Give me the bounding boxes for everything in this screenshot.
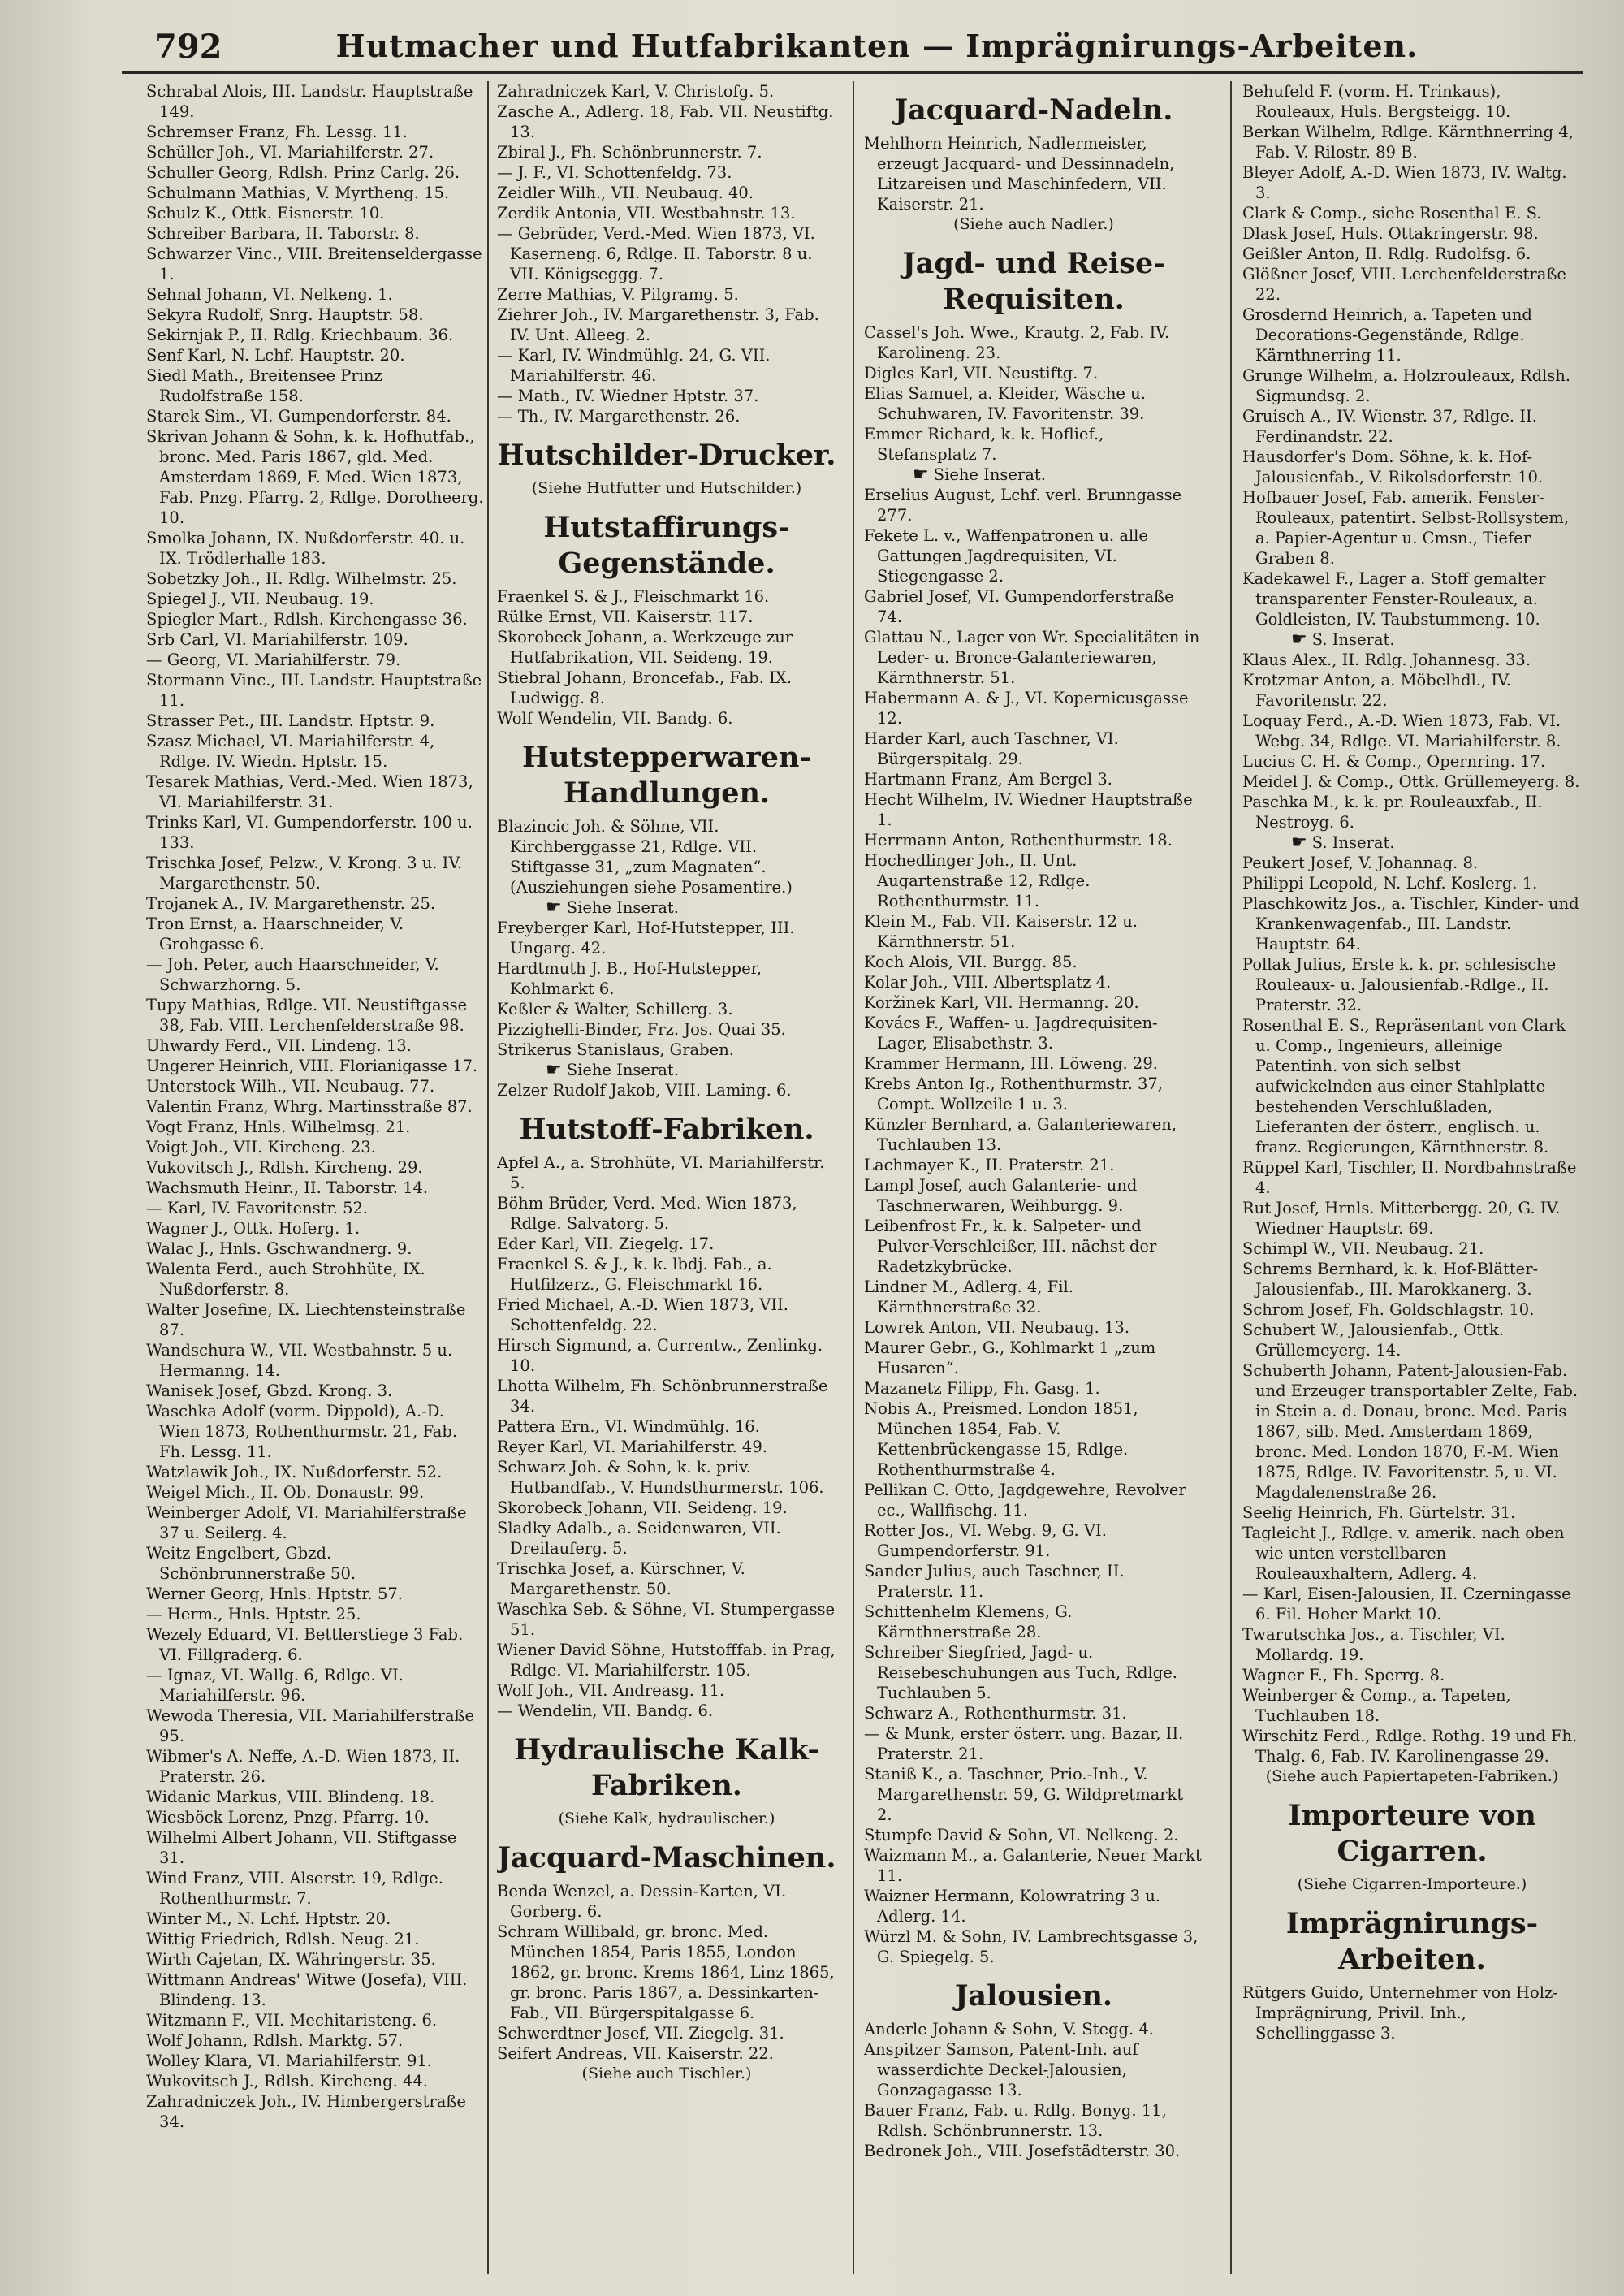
directory-entry: Twarutschka Jos., a. Tischler, VI. Mollardg. 19. bbox=[1242, 1625, 1505, 1664]
directory-entry: Benda Wenzel, a. Dessin-Karten, VI. Gorberg. 6. bbox=[497, 1882, 787, 1921]
directory-entry: Lindner M., Adlerg. 4, Fil. Kärnthnerstraße 32. bbox=[864, 1278, 1073, 1317]
directory-entry: Digles Karl, VII. Neustiftg. 7. bbox=[864, 364, 1099, 383]
pointing-hand-icon: ☛ bbox=[1291, 629, 1307, 650]
directory-entry: Keßler & Walter, Schillerg. 3. bbox=[497, 1000, 733, 1018]
directory-entry: Rütgers Guido, Unternehmer von Holz-Imprägnirung, Privil. Inh., Schellinggasse 3. bbox=[1242, 1983, 1558, 2043]
section-heading: Hutstaffirungs-Gegenstände. bbox=[543, 511, 790, 580]
directory-entry: Geißler Anton, II. Rdlg. Rudolfsg. 6. bbox=[1242, 244, 1531, 263]
directory-entry: Koržinek Karl, VII. Hermanng. 20. bbox=[864, 993, 1139, 1012]
column-divider bbox=[853, 81, 854, 2274]
directory-entry: — Karl, Eisen-Jalousien, II. Czerningasse 6. Fil. Hoher Markt 10. bbox=[1242, 1585, 1571, 1624]
directory-entry: Wanisek Josef, Gbzd. Krong. 3. bbox=[146, 1381, 393, 1400]
directory-entry: Wiener David Söhne, Hutstofffab. in Prag, Rdlge. VI. Mariahilferstr. 105. bbox=[497, 1641, 836, 1680]
directory-entry: Zerdik Antonia, VII. Westbahnstr. 13. bbox=[497, 204, 796, 223]
directory-entry: Spiegler Mart., Rdlsh. Kirchengasse 36. bbox=[146, 610, 468, 629]
directory-entry: Skorobeck Johann, a. Werkzeuge zur Hutfabrikation, VII. Seideng. 19. bbox=[497, 628, 793, 667]
column-3 bbox=[864, 81, 1203, 2274]
directory-entry: Strikerus Stanislaus, Graben. bbox=[497, 1040, 734, 1059]
inserat-reference bbox=[1242, 832, 1582, 853]
directory-entry: Rotter Jos., VI. Webg. 9, G. VI. Gumpendorferstr. 91. bbox=[864, 1521, 1107, 1560]
directory-entry: Wagner F., Fh. Sperrg. 8. bbox=[1242, 1666, 1445, 1684]
directory-entry: Klein M., Fab. VII. Kaiserstr. 12 u. Kärnthnerstr. 51. bbox=[864, 912, 1138, 951]
directory-entry: Dlask Josef, Huls. Ottakringerstr. 98. bbox=[1242, 224, 1539, 243]
directory-entry: Wittmann Andreas' Witwe (Josefa), VIII. Blindeng. 13. bbox=[146, 1970, 468, 2009]
directory-entry: Weinberger Adolf, VI. Mariahilferstraße 37 u. Seilerg. 4. bbox=[146, 1503, 467, 1542]
directory-entry: Wibmer's A. Neffe, A.-D. Wien 1873, II. Praterstr. 26. bbox=[146, 1747, 460, 1786]
directory-entry: Tagleicht J., Rdlge. v. amerik. nach oben wie unten verstellbaren Rouleauxhaltern, Adlerg. 4. bbox=[1242, 1524, 1565, 1583]
pointing-hand-icon: ☛ bbox=[1291, 832, 1307, 853]
see-also-note: (Siehe Cigarren-Importeure.) bbox=[1297, 1875, 1527, 1893]
directory-entry: Pizzighelli-Binder, Frz. Jos. Quai 35. bbox=[497, 1020, 786, 1039]
directory-entry: Pattera Ern., VI. Windmühlg. 16. bbox=[497, 1417, 760, 1436]
directory-entry: Vogt Franz, Hnls. Wilhelmsg. 21. bbox=[146, 1118, 411, 1136]
directory-entry: Wewoda Theresia, VII. Mariahilferstraße 95. bbox=[146, 1706, 475, 1745]
directory-entry: Berkan Wilhelm, Rdlge. Kärnthnerring 4, Fab. V. Rilostr. 89 B. bbox=[1242, 123, 1574, 162]
directory-entry: Pellikan C. Otto, Jagdgewehre, Revolver ec., Wallfischg. 11. bbox=[864, 1481, 1186, 1520]
directory-entry: Pollak Julius, Erste k. k. pr. schlesische Rouleaux- u. Jalousienfab.-Rdlge., II. Praterstr. 32. bbox=[1242, 955, 1557, 1014]
directory-entry: Wilhelmi Albert Johann, VII. Stiftgasse 31. bbox=[146, 1828, 457, 1867]
directory-entry: — Gebrüder, Verd.-Med. Wien 1873, VI. Kaserneng. 6, Rdlge. II. Taborstr. 8 u. VII. Königseggg. 7. bbox=[497, 224, 815, 283]
inserat-reference bbox=[864, 465, 1203, 485]
directory-entry: Erselius August, Lchf. verl. Brunngasse 277. bbox=[864, 486, 1182, 525]
directory-entry: Fraenkel S. & J., Fleischmarkt 16. bbox=[497, 587, 770, 606]
directory-entry: Wirschitz Ferd., Rdlge. Rothg. 19 und Fh. Thalg. 6, Fab. IV. Karolinengasse 29. bbox=[1242, 1727, 1578, 1766]
directory-entry: — Karl, IV. Windmühlg. 24, G. VII. Mariahilferstr. 46. bbox=[497, 346, 771, 385]
section-heading: Hydraulische Kalk-Fabriken. bbox=[514, 1733, 819, 1802]
directory-entry: Rut Josef, Hrnls. Mitterbergg. 20, G. IV. Wiedner Hauptstr. 69. bbox=[1242, 1199, 1561, 1238]
directory-entry: Nobis A., Preismed. London 1851, München 1854, Fab. V. Kettenbrückengasse 15, Rdlge. Rothenthurmstraße 4. bbox=[864, 1399, 1138, 1479]
directory-entry: Maurer Gebr., G., Kohlmarkt 1 „zum Husaren“. bbox=[864, 1338, 1156, 1377]
inserat-reference bbox=[1242, 629, 1582, 650]
directory-entry: Trischka Josef, Pelzw., V. Krong. 3 u. IV. Margarethenstr. 50. bbox=[146, 854, 463, 893]
section-heading: Hutschilder-Drucker. bbox=[497, 439, 836, 472]
directory-entry: — Joh. Peter, auch Haarschneider, V. Schwarzhorng. 5. bbox=[146, 955, 439, 994]
directory-entry: Hecht Wilhelm, IV. Wiedner Hauptstraße 1. bbox=[864, 790, 1193, 829]
directory-entry: Wolf Joh., VII. Andreasg. 11. bbox=[497, 1681, 725, 1700]
section-heading: Imprägnirungs-Arbeiten. bbox=[1285, 1907, 1539, 1976]
directory-entry: Wolf Wendelin, VII. Bandg. 6. bbox=[497, 709, 733, 728]
inserat-label: Siehe Inserat. bbox=[566, 898, 679, 917]
directory-entry: Wagner J., Ottk. Hoferg. 1. bbox=[146, 1219, 361, 1238]
directory-entry: Sobetzky Joh., II. Rdlg. Wilhelmstr. 25. bbox=[146, 569, 457, 588]
directory-entry: Sekirnjak P., II. Rdlg. Kriechbaum. 36. bbox=[146, 326, 454, 344]
section-heading: Jacquard-Nadeln. bbox=[894, 93, 1173, 127]
directory-entry: Wukovitsch J., Rdlsh. Kircheng. 44. bbox=[146, 2072, 429, 2091]
directory-entry: Wirth Cajetan, IX. Währingerstr. 35. bbox=[146, 1950, 436, 1969]
directory-entry: Krebs Anton Ig., Rothenthurmstr. 37, Compt. Wollzeile 1 u. 3. bbox=[864, 1074, 1163, 1113]
directory-entry: Schulmann Mathias, V. Myrtheng. 15. bbox=[146, 184, 450, 202]
directory-entry: Tupy Mathias, Rdlge. VII. Neustiftgasse 38, Fab. VIII. Lerchenfelderstraße 98. bbox=[146, 996, 468, 1035]
directory-entry: Rüppel Karl, Tischler, II. Nordbahnstraße 4. bbox=[1242, 1158, 1577, 1197]
directory-entry: Schubert W., Jalousienfab., Ottk. Grüllemeyerg. 14. bbox=[1242, 1321, 1504, 1360]
directory-entry: Anderle Johann & Sohn, V. Stegg. 4. bbox=[864, 2020, 1154, 2039]
directory-entry: — Math., IV. Wiedner Hptstr. 37. bbox=[497, 387, 759, 405]
directory-entry: Sehnal Johann, VI. Nelkeng. 1. bbox=[146, 285, 393, 304]
section-heading: Jacquard-Maschinen. bbox=[497, 1841, 836, 1874]
directory-entry: — Ignaz, VI. Wallg. 6, Rdlge. VI. Mariahilferstr. 96. bbox=[146, 1666, 404, 1705]
directory-entry: Wolley Klara, VI. Mariahilferstr. 91. bbox=[146, 2052, 432, 2070]
directory-entry: Sladky Adalb., a. Seidenwaren, VII. Dreilauferg. 5. bbox=[497, 1519, 781, 1558]
directory-entry: Glößner Josef, VIII. Lerchenfelderstraße 22. bbox=[1242, 265, 1566, 304]
directory-entry: Zahradniczek Joh., IV. Himbergerstraße 34. bbox=[146, 2092, 466, 2131]
directory-entry: Wandschura W., VII. Westbahnstr. 5 u. Hermanng. 14. bbox=[146, 1341, 453, 1380]
directory-entry: Hausdorfer's Dom. Söhne, k. k. Hof-Jalousienfab., V. Rikolsdorferstr. 10. bbox=[1242, 448, 1544, 486]
directory-entry: Zerre Mathias, V. Pilgramg. 5. bbox=[497, 285, 739, 304]
directory-entry: Meidel J. & Comp., Ottk. Grüllemeyerg. 8. bbox=[1242, 772, 1580, 791]
directory-entry: Cassel's Joh. Wwe., Krautg. 2, Fab. IV. Karolineng. 23. bbox=[864, 323, 1170, 362]
directory-entry: Sekyra Rudolf, Snrg. Hauptstr. 58. bbox=[146, 305, 424, 324]
directory-entry: Hardtmuth J. B., Hof-Hutstepper, Kohlmarkt 6. bbox=[497, 959, 762, 998]
directory-entry: Voigt Joh., VII. Kircheng. 23. bbox=[146, 1138, 376, 1157]
directory-entry: Lucius C. H. & Comp., Opernring. 17. bbox=[1242, 752, 1546, 771]
directory-entry: Schram Willibald, gr. bronc. Med. München 1854, Paris 1855, London 1862, gr. bronc. Krems 1864, Linz 1865, gr. bronc. Paris 1867, a. Dessinkarten-Fab., VII. Bürgerspitalgasse 6. bbox=[497, 1922, 835, 2022]
page-number: 792 bbox=[154, 28, 222, 66]
directory-entry: Winter M., N. Lchf. Hptstr. 20. bbox=[146, 1909, 391, 1928]
directory-entry: Tron Ernst, a. Haarschneider, V. Grohgasse 6. bbox=[146, 915, 404, 953]
see-also-note: (Siehe auch Tischler.) bbox=[581, 2065, 752, 2082]
directory-entry: Weigel Mich., II. Ob. Donaustr. 99. bbox=[146, 1483, 425, 1502]
directory-entry: Schuberth Johann, Patent-Jalousien-Fab. und Erzeuger transportabler Zelte, Fab. in Stein a. d. Donau, bronc. Med. Paris 1867, silb. Med. Amsterdam 1869, bronc. Med. London 1870, F.-M. Wien 1875, Rdlge. IV. Favoritenstr. 5, u. VI. Magdalenenstraße 26. bbox=[1242, 1361, 1579, 1502]
directory-entry: Seelig Heinrich, Fh. Gürtelstr. 31. bbox=[1242, 1503, 1516, 1522]
directory-entry: Waizmann M., a. Galanterie, Neuer Markt 11. bbox=[864, 1846, 1202, 1885]
directory-entry: Staniß K., a. Taschner, Prio.-Inh., V. Margarethenstr. 59, G. Wildpretmarkt 2. bbox=[864, 1765, 1184, 1824]
section-heading: Hutstepperwaren-Handlungen. bbox=[522, 741, 811, 810]
directory-entry: Künzler Bernhard, a. Galanteriewaren, Tuchlauben 13. bbox=[864, 1115, 1177, 1154]
directory-entry: Herrmann Anton, Rothenthurmstr. 18. bbox=[864, 831, 1173, 850]
directory-entry: Watzlawik Joh., IX. Nußdorferstr. 52. bbox=[146, 1463, 443, 1481]
section-heading: Hutstoff-Fabriken. bbox=[519, 1113, 814, 1146]
directory-entry: Schreiber Barbara, II. Taborstr. 8. bbox=[146, 224, 420, 243]
directory-entry: Waschka Seb. & Söhne, VI. Stumpergasse 51. bbox=[497, 1600, 836, 1639]
directory-entry: Lampl Josef, auch Galanterie- und Taschnerwaren, Weihburgg. 9. bbox=[864, 1176, 1138, 1215]
directory-entry: Smolka Johann, IX. Nußdorferstr. 40. u. IX. Trödlerhalle 183. bbox=[146, 529, 465, 568]
directory-entry: Trojanek A., IV. Margarethenstr. 25. bbox=[146, 894, 436, 913]
directory-entry: Zbiral J., Fh. Schönbrunnerstr. 7. bbox=[497, 143, 762, 162]
section-heading: Importeure von Cigarren. bbox=[1288, 1799, 1536, 1868]
directory-entry: Ungerer Heinrich, VIII. Florianigasse 17. bbox=[146, 1057, 478, 1075]
inserat-label: S. Inserat. bbox=[1311, 833, 1395, 852]
directory-entry: — Wendelin, VII. Bandg. 6. bbox=[497, 1701, 714, 1720]
directory-entry: Klaus Alex., II. Rdlg. Johannesg. 33. bbox=[1242, 651, 1531, 669]
directory-entry: Grunge Wilhelm, a. Holzrouleaux, Rdlsh. Sigmundsg. 2. bbox=[1242, 366, 1571, 405]
directory-entry: Rülke Ernst, VII. Kaiserstr. 117. bbox=[497, 608, 754, 626]
directory-entry: Schwerdtner Josef, VII. Ziegelg. 31. bbox=[497, 2024, 784, 2043]
inserat-reference bbox=[497, 897, 836, 918]
directory-entry: Gabriel Josef, VI. Gumpendorferstraße 74. bbox=[864, 587, 1174, 626]
directory-entry: Schrabal Alois, III. Landstr. Hauptstraße 149. bbox=[146, 82, 473, 121]
pointing-hand-icon: ☛ bbox=[913, 465, 929, 485]
directory-entry: Hirsch Sigmund, a. Currentw., Zenlinkg. 10. bbox=[497, 1336, 823, 1375]
directory-entry: Lachmayer K., II. Praterstr. 21. bbox=[864, 1156, 1115, 1174]
directory-entry: Apfel A., a. Strohhüte, VI. Mariahilferstr. 5. bbox=[497, 1153, 825, 1192]
directory-entry: Schremser Franz, Fh. Lessg. 11. bbox=[146, 123, 408, 141]
directory-entry: Emmer Richard, k. k. Hoflief., Stefansplatz 7. bbox=[864, 425, 1104, 464]
directory-entry: Witzmann F., VII. Mechitaristeng. 6. bbox=[146, 2011, 438, 2030]
directory-entry: Seifert Andreas, VII. Kaiserstr. 22. bbox=[497, 2044, 774, 2063]
page-header bbox=[122, 23, 1583, 74]
directory-entry: Böhm Brüder, Verd. Med. Wien 1873, Rdlge. Salvatorg. 5. bbox=[497, 1194, 797, 1233]
directory-entry: Schwarz A., Rothenthurmstr. 31. bbox=[864, 1704, 1127, 1723]
directory-entry: — Th., IV. Margarethenstr. 26. bbox=[497, 407, 741, 426]
directory-entry: Fried Michael, A.-D. Wien 1873, VII. Schottenfeldg. 22. bbox=[497, 1295, 788, 1334]
see-also-note: (Siehe auch Papiertapeten-Fabriken.) bbox=[1265, 1767, 1559, 1785]
directory-entry: Unterstock Wilh., VII. Neubaug. 77. bbox=[146, 1077, 435, 1096]
directory-entry: Bleyer Adolf, A.-D. Wien 1873, IV. Waltg. 3. bbox=[1242, 163, 1567, 202]
directory-entry: Rosenthal E. S., Repräsentant von Clark u. Comp., Ingenieurs, alleinige Patentinh. von sich selbst aufwickelnden aus einer Stahlplatte bestehenden Verschlußladen, Lieferanten der österr., englisch. u. franz. Regierungen, Kärnthnerstr. 8. bbox=[1242, 1016, 1566, 1157]
directory-entry: Fekete L. v., Waffenpatronen u. alle Gattungen Jagdrequisiten, VI. Stiegengasse 2. bbox=[864, 526, 1148, 586]
directory-entry: Starek Sim., VI. Gumpendorferstr. 84. bbox=[146, 407, 451, 426]
directory-entry: Walac J., Hnls. Gschwandnerg. 9. bbox=[146, 1239, 412, 1258]
directory-entry: Tesarek Mathias, Verd.-Med. Wien 1873, VI. Mariahilferstr. 31. bbox=[146, 772, 473, 811]
see-also-note: (Siehe auch Nadler.) bbox=[953, 215, 1114, 233]
directory-entry: Srb Carl, VI. Mariahilferstr. 109. bbox=[146, 630, 408, 649]
directory-entry: Trischka Josef, a. Kürschner, V. Margarethenstr. 50. bbox=[497, 1559, 745, 1598]
directory-entry: Behufeld F. (vorm. H. Trinkaus), Rouleaux, Huls. Bergsteigg. 10. bbox=[1242, 82, 1511, 121]
directory-entry: Schwarz Joh. & Sohn, k. k. priv. Hutbandfab., V. Hundsthurmerstr. 106. bbox=[497, 1458, 824, 1497]
directory-entry: Zelzer Rudolf Jakob, VIII. Laming. 6. bbox=[497, 1081, 792, 1100]
directory-entry: Philippi Leopold, N. Lchf. Koslerg. 1. bbox=[1242, 874, 1538, 893]
directory-entry: Peukert Josef, V. Johannag. 8. bbox=[1242, 854, 1479, 872]
directory-entry: Harder Karl, auch Taschner, VI. Bürgerspitalg. 29. bbox=[864, 729, 1119, 768]
see-also-note: (Siehe Hutfutter und Hutschilder.) bbox=[531, 479, 802, 497]
see-also-note: (Siehe Kalk, hydraulischer.) bbox=[558, 1810, 775, 1827]
directory-entry: Bedronek Joh., VIII. Josefstädterstr. 30. bbox=[864, 2142, 1181, 2160]
directory-entry: — Karl, IV. Favoritenstr. 52. bbox=[146, 1199, 369, 1217]
directory-entry: Szasz Michael, VI. Mariahilferstr. 4, Rdlge. IV. Wiedn. Hptstr. 15. bbox=[146, 732, 435, 771]
directory-entry: Skrivan Johann & Sohn, k. k. Hofhutfab., bronc. Med. Paris 1867, gld. Med. Amsterdam 1869, F. Med. Wien 1873, Fab. Pnzg. Pfarrg. 2, Rdlge. Dorotheerg. 10. bbox=[146, 427, 484, 527]
directory-entry: — & Munk, erster österr. ung. Bazar, II. Praterstr. 21. bbox=[864, 1724, 1184, 1763]
directory-entry: Wittig Friedrich, Rdlsh. Neug. 21. bbox=[146, 1930, 420, 1948]
column-1 bbox=[146, 81, 486, 2274]
directory-entry: Mazanetz Filipp, Fh. Gasg. 1. bbox=[864, 1379, 1100, 1398]
directory-entry: Wiesböck Lorenz, Pnzg. Pfarrg. 10. bbox=[146, 1808, 430, 1827]
directory-entry: Zahradniczek Karl, V. Christofg. 5. bbox=[497, 82, 775, 101]
directory-entry: Weinberger & Comp., a. Tapeten, Tuchlauben 18. bbox=[1242, 1686, 1511, 1725]
directory-entry: Wolf Johann, Rdlsh. Marktg. 57. bbox=[146, 2031, 404, 2050]
directory-entry: Kadekawel F., Lager a. Stoff gemalter transparenter Fenster-Rouleaux, a. Goldleisten, IV. Taubstummeng. 10. bbox=[1242, 569, 1546, 629]
directory-entry: Fraenkel S. & J., k. k. lbdj. Fab., a. Hutfilzerz., G. Fleischmarkt 16. bbox=[497, 1255, 772, 1294]
inserat-label: Siehe Inserat. bbox=[933, 465, 1046, 484]
directory-entry: Bauer Franz, Fab. u. Rdlg. Bonyg. 11, Rdlsh. Schönbrunnerstr. 13. bbox=[864, 2101, 1167, 2140]
directory-entry: Leibenfrost Fr., k. k. Salpeter- und Pulver-Verschleißer, III. nächst der Radetzkybrücke. bbox=[864, 1217, 1157, 1276]
directory-entry: Uhwardy Ferd., VII. Lindeng. 13. bbox=[146, 1036, 412, 1055]
column-divider bbox=[1230, 81, 1232, 2274]
directory-entry: Anspitzer Samson, Patent-Inh. auf wasserdichte Deckel-Jalousien, Gonzagagasse 13. bbox=[864, 2040, 1138, 2099]
column-2 bbox=[497, 81, 836, 2274]
directory-entry: Eder Karl, VII. Ziegelg. 17. bbox=[497, 1234, 715, 1253]
directory-entry: Waizner Hermann, Kolowratring 3 u. Adlerg. 14. bbox=[864, 1887, 1160, 1926]
directory-entry: Schuller Georg, Rdlsh. Prinz Carlg. 26. bbox=[146, 163, 460, 182]
directory-entry: Blazincic Joh. & Söhne, VII. Kirchberggasse 21, Rdlge. VII. Stiftgasse 31, „zum Magnaten“. (Ausziehungen siehe Posamentire.) bbox=[497, 817, 793, 897]
directory-entry: Loquay Ferd., A.-D. Wien 1873, Fab. VI. Webg. 34, Rdlge. VI. Mariahilferstr. 8. bbox=[1242, 711, 1561, 750]
directory-entry: Würzl M. & Sohn, IV. Lambrechtsgasse 3, G. Spiegelg. 5. bbox=[864, 1927, 1199, 1966]
directory-entry: Stormann Vinc., III. Landstr. Hauptstraße 11. bbox=[146, 671, 482, 710]
directory-entry: Krotzmar Anton, a. Möbelhdl., IV. Favoritenstr. 22. bbox=[1242, 671, 1511, 710]
directory-entry: Hochedlinger Joh., II. Unt. Augartenstraße 12, Rdlge. Rothenthurmstr. 11. bbox=[864, 851, 1091, 910]
section-heading: Jagd- und Reise-Requisiten. bbox=[902, 247, 1165, 316]
pointing-hand-icon: ☛ bbox=[546, 897, 562, 918]
directory-entry: Stiebral Johann, Broncefab., Fab. IX. Ludwigg. 8. bbox=[497, 668, 792, 707]
directory-entry: Zasche A., Adlerg. 18, Fab. VII. Neustiftg. 13. bbox=[497, 102, 834, 141]
directory-entry: Waschka Adolf (vorm. Dippold), A.-D. Wien 1873, Rothenthurmstr. 21, Fab. Fh. Lessg. 11. bbox=[146, 1402, 458, 1461]
directory-entry: Lhotta Wilhelm, Fh. Schönbrunnerstraße 34. bbox=[497, 1377, 828, 1416]
directory-entry: Gruisch A., IV. Wienstr. 37, Rdlge. II. Ferdinandstr. 22. bbox=[1242, 407, 1537, 446]
directory-entry: Trinks Karl, VI. Gumpendorferstr. 100 u. 133. bbox=[146, 813, 473, 852]
running-head: Hutmacher und Hutfabrikanten — Imprägnirungs-Arbeiten. bbox=[335, 28, 1419, 64]
directory-entry: Schulz K., Ottk. Eisnerstr. 10. bbox=[146, 204, 385, 223]
directory-entry: Koch Alois, VII. Burgg. 85. bbox=[864, 953, 1078, 971]
directory-entry: Kovács F., Waffen- u. Jagdrequisiten-Lager, Elisabethstr. 3. bbox=[864, 1014, 1158, 1053]
directory-entry: Valentin Franz, Whrg. Martinsstraße 87. bbox=[146, 1097, 473, 1116]
directory-entry: Schittenhelm Klemens, G. Kärnthnerstraße 28. bbox=[864, 1602, 1073, 1641]
directory-entry: Krammer Hermann, III. Löweng. 29. bbox=[864, 1054, 1158, 1073]
directory-entry: Widanic Markus, VIII. Blindeng. 18. bbox=[146, 1788, 435, 1806]
directory-entry: Paschka M., k. k. pr. Rouleauxfab., II. Nestroyg. 6. bbox=[1242, 793, 1543, 832]
directory-entry: Schrom Josef, Fh. Goldschlagstr. 10. bbox=[1242, 1300, 1535, 1319]
directory-entry: Lowrek Anton, VII. Neubaug. 13. bbox=[864, 1318, 1130, 1337]
directory-entry: Schüller Joh., VI. Mariahilferstr. 27. bbox=[146, 143, 434, 162]
directory-entry: Wezely Eduard, VI. Bettlerstiege 3 Fab. VI. Fillgraderg. 6. bbox=[146, 1625, 464, 1664]
directory-entry: Stumpfe David & Sohn, VI. Nelkeng. 2. bbox=[864, 1826, 1179, 1844]
inserat-label: Siehe Inserat. bbox=[566, 1061, 679, 1079]
directory-entry: Hartmann Franz, Am Bergel 3. bbox=[864, 770, 1112, 789]
directory-entry: Strasser Pet., III. Landstr. Hptstr. 9. bbox=[146, 711, 435, 730]
section-heading: Jalousien. bbox=[954, 1979, 1113, 2013]
directory-entry: Reyer Karl, VI. Mariahilferstr. 49. bbox=[497, 1438, 767, 1456]
directory-entry: Werner Georg, Hnls. Hptstr. 57. bbox=[146, 1585, 403, 1603]
inserat-label: S. Inserat. bbox=[1311, 630, 1395, 649]
directory-entry: Siedl Math., Breitensee Prinz Rudolfstraße 158. bbox=[146, 366, 382, 405]
directory-entry: Walenta Ferd., auch Strohhüte, IX. Nußdorferstr. 8. bbox=[146, 1260, 425, 1299]
directory-entry: Skorobeck Johann, VII. Seideng. 19. bbox=[497, 1498, 788, 1517]
directory-entry: Kolar Joh., VIII. Albertsplatz 4. bbox=[864, 973, 1112, 992]
directory-entry: Vukovitsch J., Rdlsh. Kircheng. 29. bbox=[146, 1158, 423, 1177]
directory-entry: Clark & Comp., siehe Rosenthal E. S. bbox=[1242, 204, 1542, 223]
directory-entry: Freyberger Karl, Hof-Hutstepper, III. Ungarg. 42. bbox=[497, 919, 795, 958]
directory-entry: Ziehrer Joh., IV. Margarethenstr. 3, Fab. IV. Unt. Alleeg. 2. bbox=[497, 305, 819, 344]
directory-entry: Grosdernd Heinrich, a. Tapeten und Decorations-Gegenstände, Rdlge. Kärnthnerring 11. bbox=[1242, 305, 1532, 365]
directory-entry: — J. F., VI. Schottenfeldg. 73. bbox=[497, 163, 732, 182]
directory-entry: Glattau N., Lager von Wr. Specialitäten in Leder- u. Bronce-Galanteriewaren, Kärnthnerstr. 51. bbox=[864, 628, 1200, 687]
inserat-reference bbox=[497, 1060, 836, 1080]
directory-entry: Sander Julius, auch Taschner, II. Praterstr. 11. bbox=[864, 1562, 1125, 1601]
directory-entry: Zeidler Wilh., VII. Neubaug. 40. bbox=[497, 184, 754, 202]
directory-entry: Schwarzer Vinc., VIII. Breitenseldergasse 1. bbox=[146, 244, 482, 283]
column-divider bbox=[487, 81, 489, 2274]
directory-entry: Spiegel J., VII. Neubaug. 19. bbox=[146, 590, 374, 608]
directory-entry: Plaschkowitz Jos., a. Tischler, Kinder- und Krankenwagenfab., III. Landstr. Hauptstr. 64. bbox=[1242, 894, 1579, 953]
directory-entry: — Georg, VI. Mariahilferstr. 79. bbox=[146, 651, 401, 669]
directory-entry: Walter Josefine, IX. Liechtensteinstraße 87. bbox=[146, 1300, 466, 1339]
directory-entry: Weitz Engelbert, Gbzd. Schönbrunnerstraße 50. bbox=[146, 1544, 356, 1583]
directory-entry: Schreiber Siegfried, Jagd- u. Reisebeschuhungen aus Tuch, Rdlge. Tuchlauben 5. bbox=[864, 1643, 1177, 1702]
directory-entry: Senf Karl, N. Lchf. Hauptstr. 20. bbox=[146, 346, 405, 365]
directory-entry: Schimpl W., VII. Neubaug. 21. bbox=[1242, 1239, 1484, 1258]
directory-entry: Schrems Bernhard, k. k. Hof-Blätter-Jalousienfab., III. Marokkanerg. 3. bbox=[1242, 1260, 1539, 1299]
directory-entry: Wachsmuth Heinr., II. Taborstr. 14. bbox=[146, 1178, 429, 1197]
pointing-hand-icon: ☛ bbox=[546, 1060, 562, 1080]
directory-entry: Mehlhorn Heinrich, Nadlermeister, erzeugt Jacquard- und Dessinnadeln, Litzareisen und Maschinfedern, VII. Kaiserstr. 21. bbox=[864, 134, 1175, 214]
directory-entry: Wind Franz, VIII. Alserstr. 19, Rdlge. Rothenthurmstr. 7. bbox=[146, 1869, 443, 1908]
directory-entry: Elias Samuel, a. Kleider, Wäsche u. Schuhwaren, IV. Favoritenstr. 39. bbox=[864, 384, 1146, 423]
directory-entry: Habermann A. & J., VI. Kopernicusgasse 12. bbox=[864, 689, 1189, 728]
column-4 bbox=[1242, 81, 1582, 2274]
directory-entry: Hofbauer Josef, Fab. amerik. Fenster-Rouleaux, patentirt. Selbst-Rollsystem, a. Papier-Agentur u. Cmsn., Tiefer Graben 8. bbox=[1242, 488, 1570, 568]
directory-entry: — Herm., Hnls. Hptstr. 25. bbox=[146, 1605, 361, 1624]
